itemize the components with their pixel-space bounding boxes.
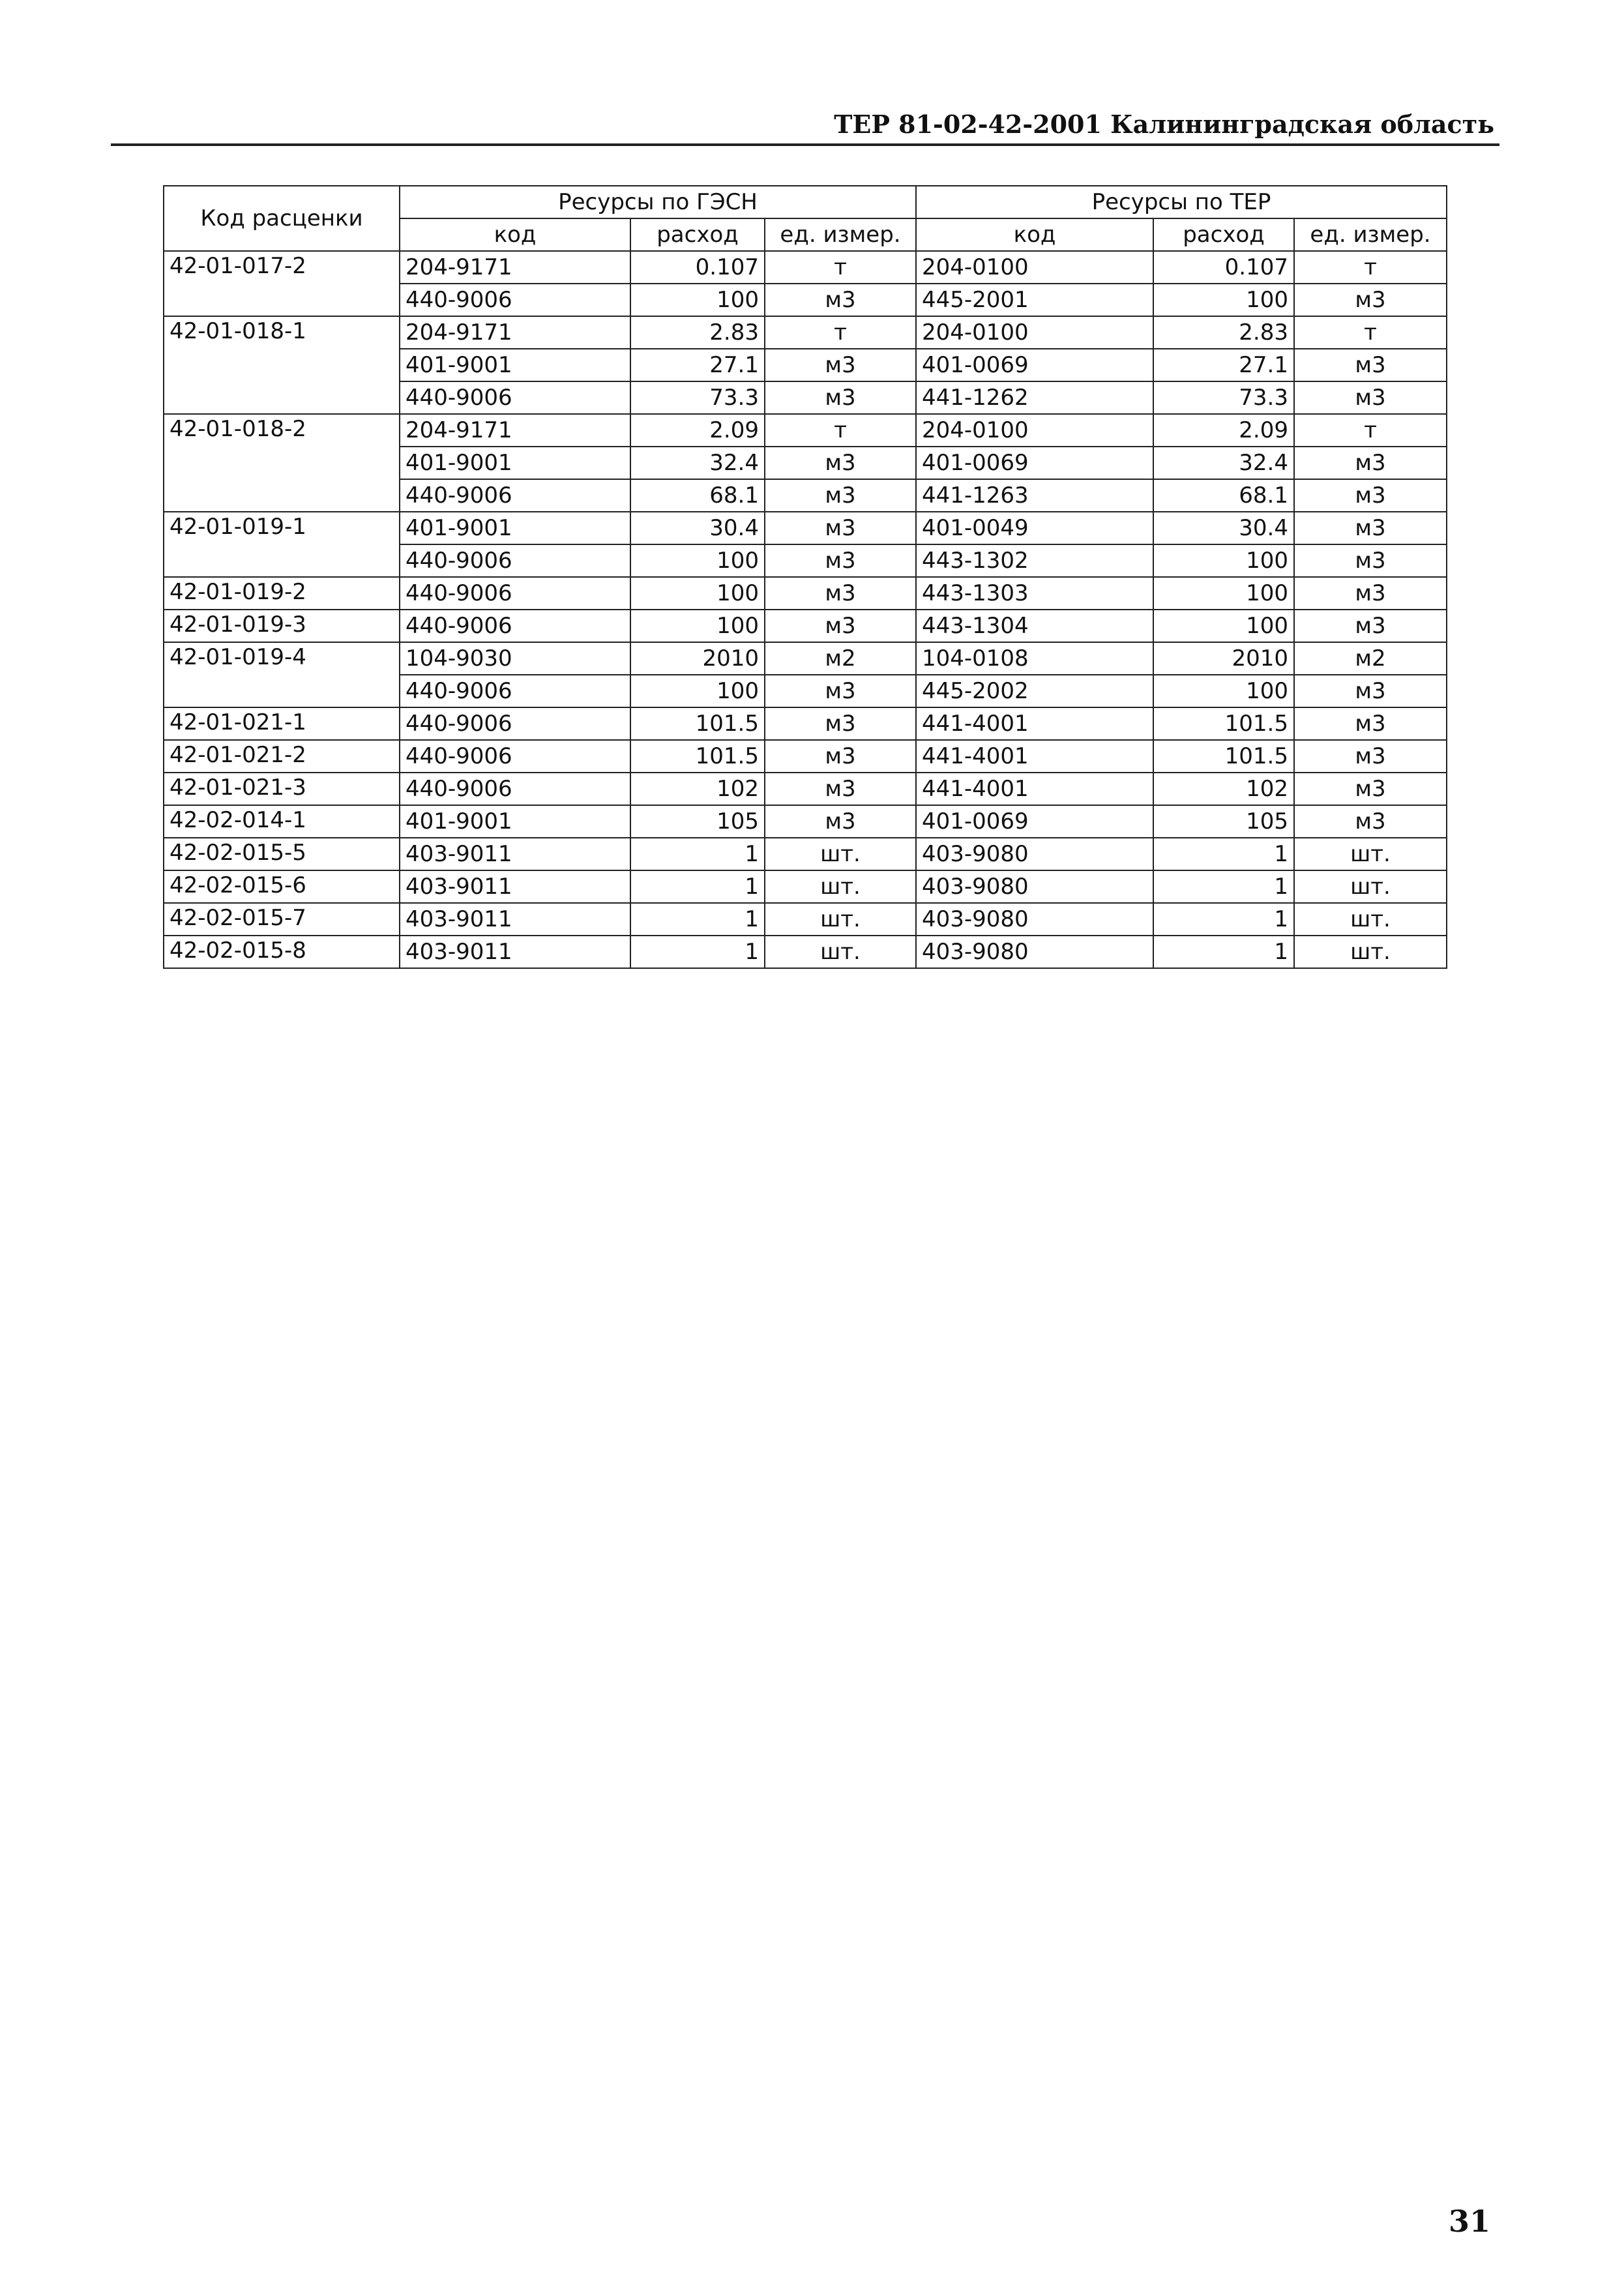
ter-consumption-cell: 27.1 [1153, 349, 1294, 381]
gesn-consumption-cell: 73.3 [630, 381, 765, 414]
gesn-consumption-cell: 100 [630, 544, 765, 577]
gesn-consumption-cell: 102 [630, 773, 765, 805]
ter-code-cell: 443-1304 [916, 610, 1153, 642]
gesn-unit-cell: м3 [765, 675, 916, 707]
rate-code-cell: 42-01-018-1 [164, 316, 400, 414]
ter-consumption-cell: 105 [1153, 805, 1294, 838]
gesn-unit-cell: шт. [765, 838, 916, 870]
ter-consumption-cell: 32.4 [1153, 447, 1294, 479]
rate-code-cell: 42-01-019-2 [164, 577, 400, 610]
gesn-code-cell: 440-9006 [400, 740, 630, 773]
rate-code-cell: 42-02-015-7 [164, 903, 400, 936]
ter-unit-cell: шт. [1294, 903, 1447, 936]
rate-code-cell: 42-02-015-6 [164, 870, 400, 903]
gesn-unit-cell: м3 [765, 479, 916, 512]
ter-unit-cell: м3 [1294, 773, 1447, 805]
gesn-unit-cell: м3 [765, 349, 916, 381]
gesn-consumption-cell: 1 [630, 838, 765, 870]
page-number: 31 [1448, 2204, 1490, 2239]
ter-code-cell: 403-9080 [916, 838, 1153, 870]
rate-code-cell: 42-01-017-2 [164, 251, 400, 316]
ter-code-cell: 445-2001 [916, 284, 1153, 316]
gesn-code-cell: 403-9011 [400, 936, 630, 968]
ter-consumption-cell: 2.83 [1153, 316, 1294, 349]
ter-unit-cell: м3 [1294, 675, 1447, 707]
gesn-consumption-header: расход [630, 218, 765, 251]
gesn-unit-cell: м3 [765, 577, 916, 610]
gesn-unit-cell: м3 [765, 740, 916, 773]
gesn-unit-cell: т [765, 414, 916, 447]
rate-code-header: Код расценки [164, 186, 400, 251]
ter-code-cell: 204-0100 [916, 251, 1153, 284]
gesn-consumption-cell: 2.09 [630, 414, 765, 447]
gesn-code-cell: 401-9001 [400, 349, 630, 381]
gesn-code-cell: 440-9006 [400, 381, 630, 414]
ter-code-cell: 441-4001 [916, 740, 1153, 773]
gesn-unit-cell: м3 [765, 381, 916, 414]
ter-unit-cell: м3 [1294, 805, 1447, 838]
ter-unit-cell: м3 [1294, 707, 1447, 740]
ter-consumption-cell: 2.09 [1153, 414, 1294, 447]
ter-consumption-cell: 100 [1153, 544, 1294, 577]
gesn-code-cell: 440-9006 [400, 544, 630, 577]
table-row [164, 870, 1447, 903]
gesn-unit-cell: м3 [765, 610, 916, 642]
ter-consumption-cell: 1 [1153, 870, 1294, 903]
ter-code-cell: 443-1302 [916, 544, 1153, 577]
gesn-consumption-cell: 1 [630, 870, 765, 903]
table-row [164, 707, 1447, 740]
ter-unit-cell: м3 [1294, 381, 1447, 414]
gesn-code-cell: 440-9006 [400, 675, 630, 707]
ter-code-header: код [916, 218, 1153, 251]
ter-resources-header: Ресурсы по ТЕР [916, 186, 1447, 218]
gesn-consumption-cell: 68.1 [630, 479, 765, 512]
ter-code-cell: 403-9080 [916, 870, 1153, 903]
gesn-consumption-cell: 105 [630, 805, 765, 838]
rate-code-cell: 42-02-014-1 [164, 805, 400, 838]
gesn-consumption-cell: 2010 [630, 642, 765, 675]
table-row [164, 838, 1447, 870]
rate-code-cell: 42-01-021-2 [164, 740, 400, 773]
gesn-unit-cell: м3 [765, 284, 916, 316]
ter-unit-cell: т [1294, 251, 1447, 284]
gesn-unit-header: ед. измер. [765, 218, 916, 251]
ter-unit-cell: т [1294, 414, 1447, 447]
ter-code-cell: 403-9080 [916, 936, 1153, 968]
ter-consumption-cell: 68.1 [1153, 479, 1294, 512]
ter-unit-cell: м3 [1294, 284, 1447, 316]
ter-code-cell: 401-0049 [916, 512, 1153, 544]
ter-consumption-cell: 1 [1153, 903, 1294, 936]
page-header [111, 98, 1499, 146]
gesn-consumption-cell: 100 [630, 675, 765, 707]
gesn-unit-cell: м3 [765, 544, 916, 577]
gesn-consumption-cell: 32.4 [630, 447, 765, 479]
gesn-code-cell: 403-9011 [400, 838, 630, 870]
ter-unit-cell: м3 [1294, 610, 1447, 642]
gesn-code-cell: 401-9001 [400, 805, 630, 838]
ter-consumption-header: расход [1153, 218, 1294, 251]
rate-code-cell: 42-02-015-8 [164, 936, 400, 968]
gesn-code-cell: 403-9011 [400, 870, 630, 903]
rate-code-cell: 42-01-019-1 [164, 512, 400, 577]
ter-unit-cell: т [1294, 316, 1447, 349]
gesn-code-cell: 440-9006 [400, 610, 630, 642]
ter-consumption-cell: 100 [1153, 675, 1294, 707]
table-row [164, 773, 1447, 805]
gesn-unit-cell: м3 [765, 773, 916, 805]
ter-unit-cell: м3 [1294, 512, 1447, 544]
gesn-consumption-cell: 30.4 [630, 512, 765, 544]
gesn-code-cell: 204-9171 [400, 316, 630, 349]
ter-unit-cell: м3 [1294, 447, 1447, 479]
gesn-code-header: код [400, 218, 630, 251]
ter-code-cell: 204-0100 [916, 316, 1153, 349]
table-row [164, 316, 1447, 349]
gesn-code-cell: 440-9006 [400, 773, 630, 805]
gesn-code-cell: 440-9006 [400, 577, 630, 610]
ter-code-cell: 443-1303 [916, 577, 1153, 610]
table-row [164, 251, 1447, 284]
table-row [164, 936, 1447, 968]
ter-consumption-cell: 30.4 [1153, 512, 1294, 544]
ter-unit-cell: м3 [1294, 740, 1447, 773]
ter-consumption-cell: 101.5 [1153, 740, 1294, 773]
ter-consumption-cell: 101.5 [1153, 707, 1294, 740]
ter-consumption-cell: 102 [1153, 773, 1294, 805]
gesn-code-cell: 401-9001 [400, 447, 630, 479]
table-row [164, 577, 1447, 610]
ter-unit-cell: шт. [1294, 936, 1447, 968]
gesn-unit-cell: шт. [765, 903, 916, 936]
ter-unit-cell: шт. [1294, 870, 1447, 903]
resources-table [163, 185, 1447, 969]
gesn-consumption-cell: 100 [630, 284, 765, 316]
ter-code-cell: 441-4001 [916, 707, 1153, 740]
gesn-code-cell: 204-9171 [400, 414, 630, 447]
gesn-unit-cell: м3 [765, 805, 916, 838]
gesn-resources-header: Ресурсы по ГЭСН [400, 186, 916, 218]
ter-unit-cell: шт. [1294, 838, 1447, 870]
gesn-code-cell: 204-9171 [400, 251, 630, 284]
table-row [164, 642, 1447, 675]
gesn-unit-cell: м3 [765, 707, 916, 740]
gesn-consumption-cell: 1 [630, 903, 765, 936]
gesn-consumption-cell: 1 [630, 936, 765, 968]
ter-unit-cell: м3 [1294, 544, 1447, 577]
table-row [164, 903, 1447, 936]
ter-code-cell: 445-2002 [916, 675, 1153, 707]
rate-code-cell: 42-01-021-3 [164, 773, 400, 805]
gesn-code-cell: 403-9011 [400, 903, 630, 936]
ter-code-cell: 104-0108 [916, 642, 1153, 675]
ter-consumption-cell: 100 [1153, 577, 1294, 610]
gesn-unit-cell: м3 [765, 512, 916, 544]
gesn-code-cell: 440-9006 [400, 707, 630, 740]
ter-consumption-cell: 1 [1153, 936, 1294, 968]
gesn-unit-cell: т [765, 251, 916, 284]
gesn-consumption-cell: 27.1 [630, 349, 765, 381]
gesn-unit-cell: м3 [765, 447, 916, 479]
rate-code-cell: 42-02-015-5 [164, 838, 400, 870]
rate-code-cell: 42-01-021-1 [164, 707, 400, 740]
gesn-unit-cell: шт. [765, 936, 916, 968]
table-row [164, 512, 1447, 544]
table-row [164, 414, 1447, 447]
ter-consumption-cell: 0.107 [1153, 251, 1294, 284]
rate-code-cell: 42-01-018-2 [164, 414, 400, 512]
document-title: ТЕР 81-02-42-2001 Калининградская область [834, 110, 1494, 139]
ter-consumption-cell: 73.3 [1153, 381, 1294, 414]
ter-code-cell: 441-4001 [916, 773, 1153, 805]
table-row [164, 805, 1447, 838]
gesn-code-cell: 401-9001 [400, 512, 630, 544]
rate-code-cell: 42-01-019-3 [164, 610, 400, 642]
ter-unit-cell: м3 [1294, 577, 1447, 610]
ter-code-cell: 204-0100 [916, 414, 1153, 447]
ter-code-cell: 401-0069 [916, 349, 1153, 381]
ter-code-cell: 441-1262 [916, 381, 1153, 414]
ter-code-cell: 401-0069 [916, 447, 1153, 479]
ter-unit-cell: м3 [1294, 479, 1447, 512]
ter-code-cell: 403-9080 [916, 903, 1153, 936]
gesn-code-cell: 440-9006 [400, 479, 630, 512]
table-row [164, 740, 1447, 773]
rate-code-cell: 42-01-019-4 [164, 642, 400, 707]
ter-code-cell: 441-1263 [916, 479, 1153, 512]
ter-consumption-cell: 100 [1153, 284, 1294, 316]
ter-consumption-cell: 1 [1153, 838, 1294, 870]
gesn-consumption-cell: 100 [630, 610, 765, 642]
gesn-consumption-cell: 101.5 [630, 740, 765, 773]
table-header-row [164, 186, 1447, 218]
gesn-unit-cell: шт. [765, 870, 916, 903]
gesn-consumption-cell: 100 [630, 577, 765, 610]
gesn-unit-cell: т [765, 316, 916, 349]
ter-consumption-cell: 2010 [1153, 642, 1294, 675]
ter-code-cell: 401-0069 [916, 805, 1153, 838]
gesn-consumption-cell: 2.83 [630, 316, 765, 349]
ter-consumption-cell: 100 [1153, 610, 1294, 642]
ter-unit-cell: м2 [1294, 642, 1447, 675]
gesn-code-cell: 440-9006 [400, 284, 630, 316]
ter-unit-cell: м3 [1294, 349, 1447, 381]
gesn-code-cell: 104-9030 [400, 642, 630, 675]
gesn-consumption-cell: 101.5 [630, 707, 765, 740]
gesn-unit-cell: м2 [765, 642, 916, 675]
table-row [164, 610, 1447, 642]
gesn-consumption-cell: 0.107 [630, 251, 765, 284]
ter-unit-header: ед. измер. [1294, 218, 1447, 251]
